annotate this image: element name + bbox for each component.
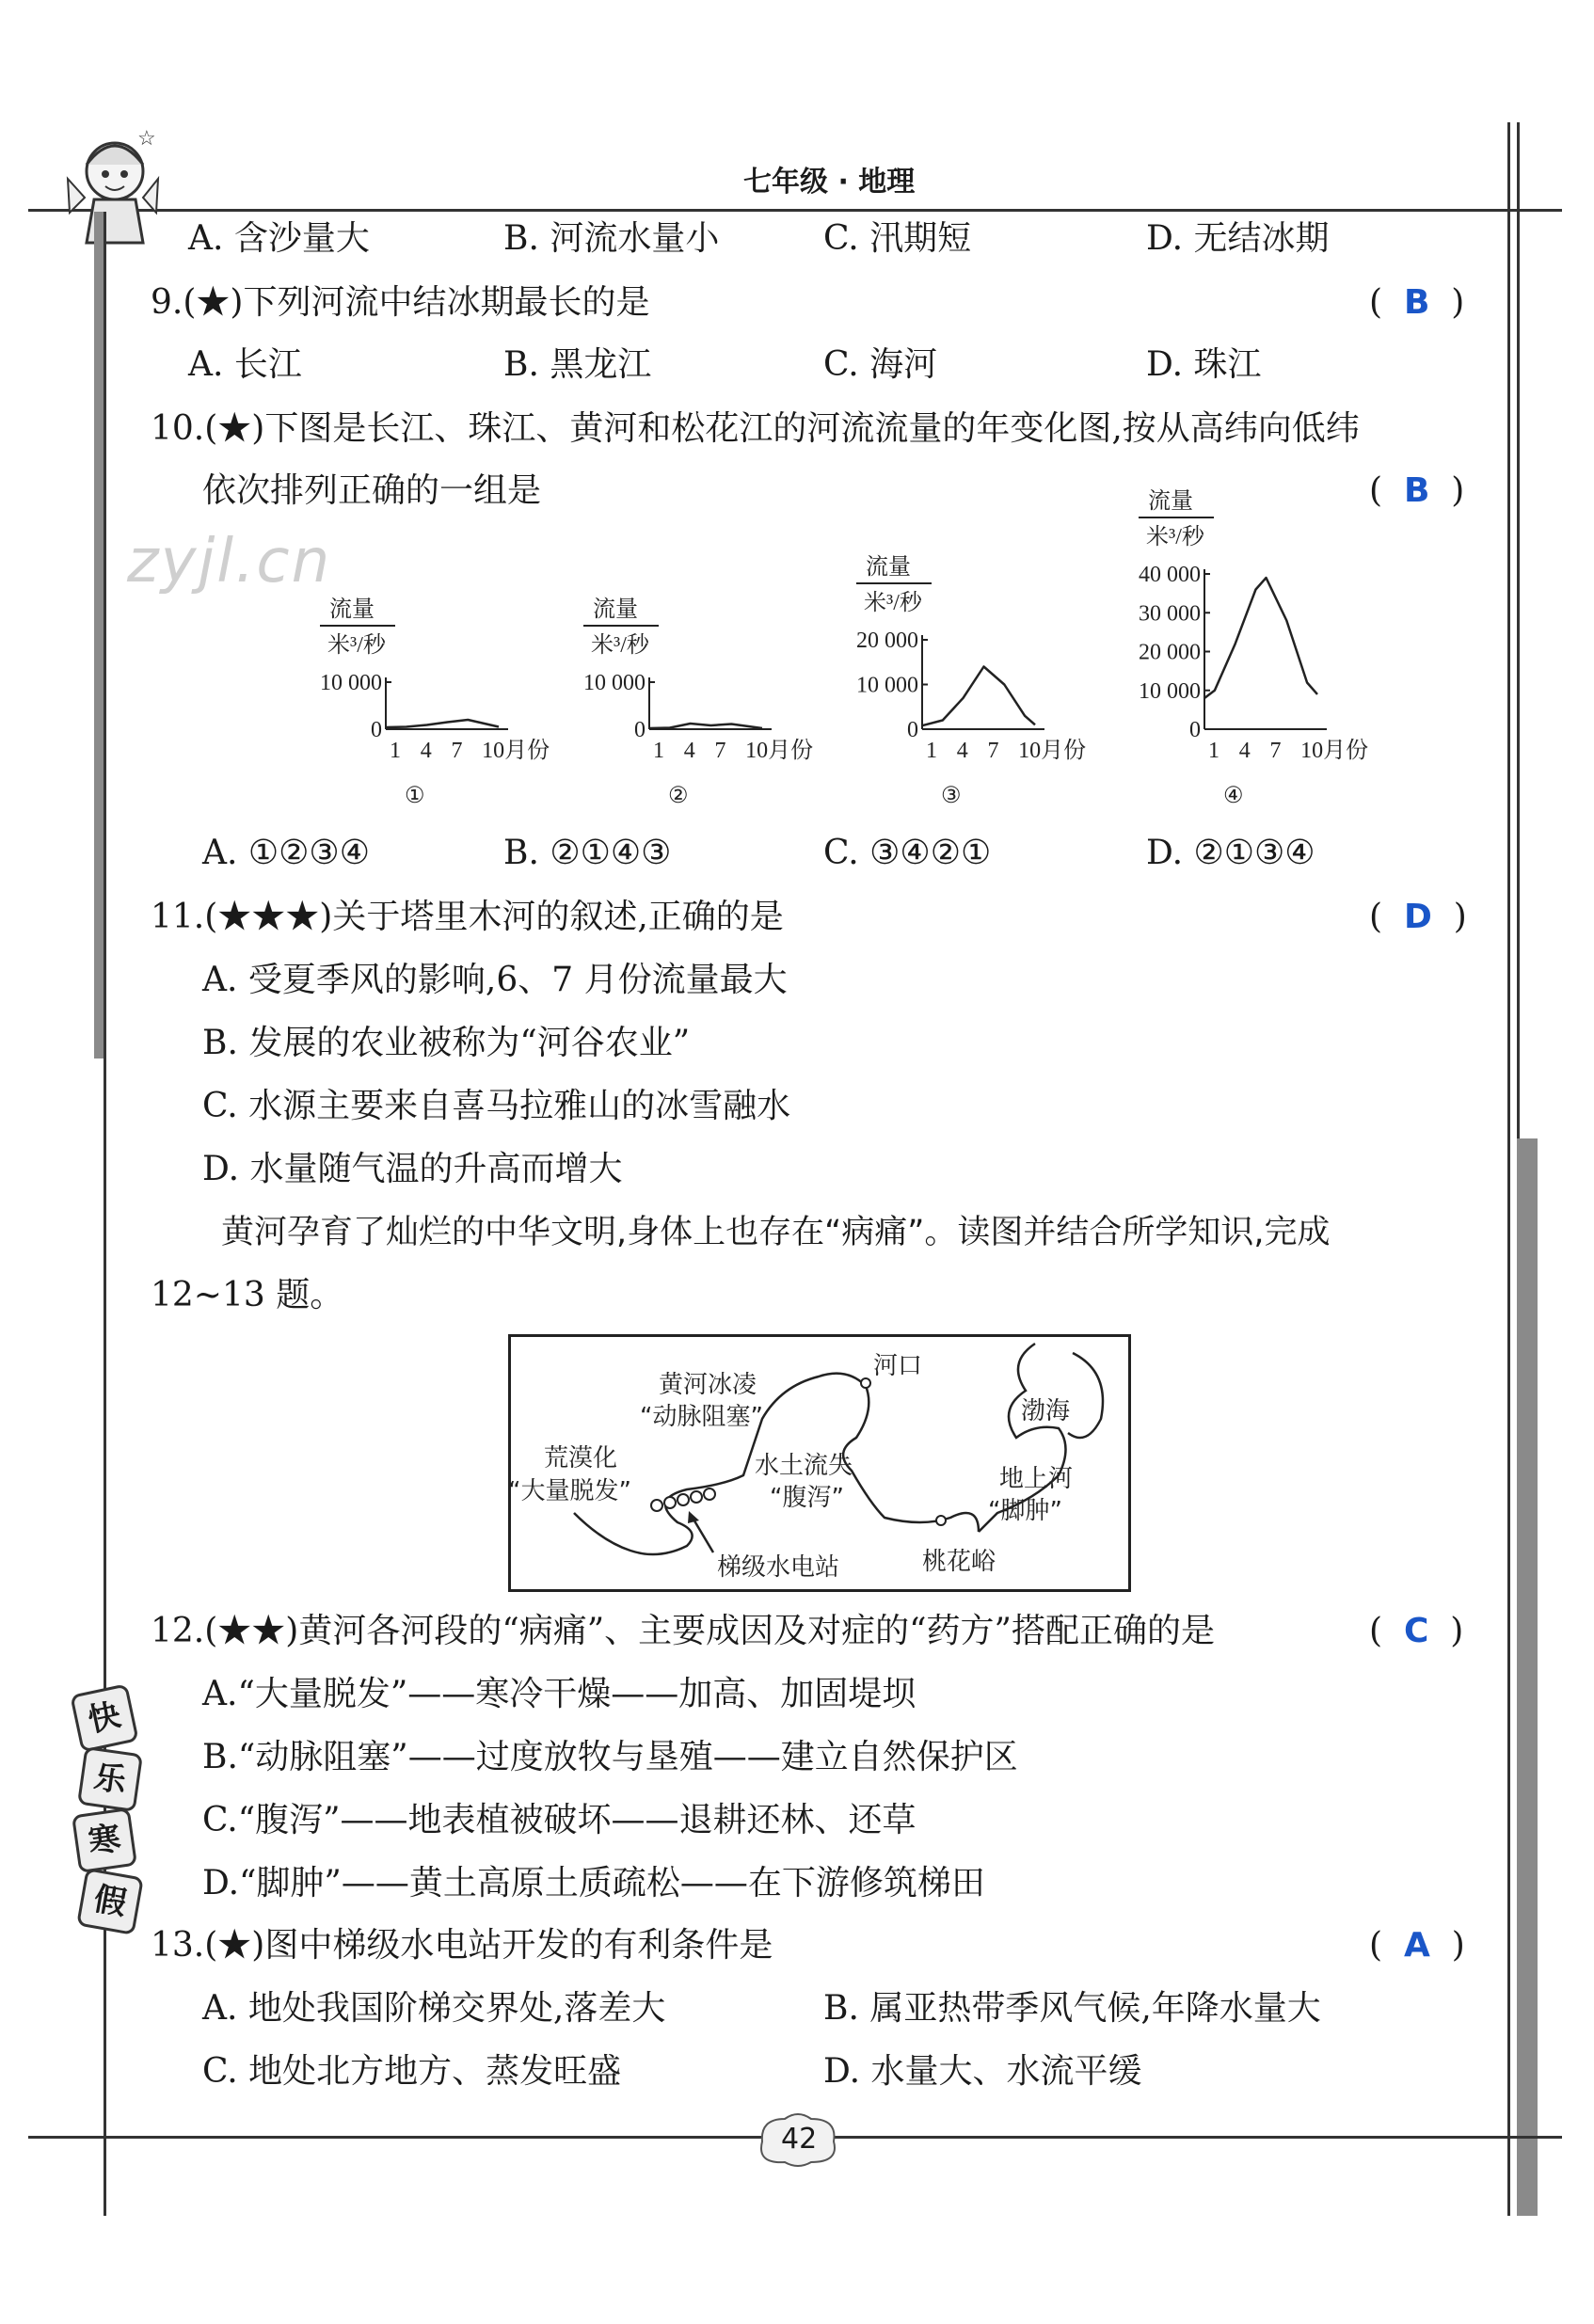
chart-y-tick-label: 40 000 bbox=[1139, 563, 1201, 587]
q13-answer: A bbox=[1403, 1926, 1430, 1965]
label-hydro: 梯级水电站 bbox=[717, 1553, 840, 1582]
q10-option-a: A. ①②③④ bbox=[202, 834, 370, 872]
side-char-3: 寒 bbox=[72, 1807, 137, 1873]
chart-series-line bbox=[922, 667, 1035, 726]
q8-option-c: C. 汛期短 bbox=[823, 219, 972, 258]
q11-answer-bracket: ( D ) bbox=[1369, 898, 1467, 936]
q10-option-c: C. ③④②① bbox=[823, 834, 992, 872]
label-above-1: 地上河 bbox=[999, 1465, 1074, 1493]
chart-title: 流量 bbox=[593, 597, 638, 622]
header-title: 七年级 · 地理 bbox=[743, 166, 916, 199]
q11-option-b: B. 发展的农业被称为“河谷农业” bbox=[202, 1024, 691, 1062]
q10-answer: B bbox=[1403, 471, 1430, 510]
chart-index-label: ① bbox=[405, 784, 425, 808]
label-hekou: 河口 bbox=[873, 1352, 923, 1380]
flow-chart-3 bbox=[856, 554, 1086, 808]
chart-x-tick-label: 7 bbox=[714, 739, 726, 763]
chart-title: 流量 bbox=[329, 597, 375, 622]
chart-x-tick-label: 4 bbox=[1238, 739, 1251, 763]
right-margin-line bbox=[1507, 122, 1510, 2216]
chart-x-tick-label: 10月份 bbox=[1300, 739, 1369, 763]
q11-option-d: D. 水量随气温的升高而增大 bbox=[202, 1150, 623, 1188]
q10-option-b: B. ②①④③ bbox=[503, 834, 672, 872]
q10-option-d: D. ②①③④ bbox=[1146, 834, 1315, 872]
q13-option-c: C. 地处北方地方、蒸发旺盛 bbox=[202, 2052, 622, 2091]
q13-stem: 13.(★)图中梯级水电站开发的有利条件是 bbox=[151, 1926, 773, 1965]
page-number: 42 bbox=[781, 2123, 818, 2156]
chart-y-tick-label: 10 000 bbox=[320, 671, 382, 695]
hekou-point bbox=[861, 1378, 870, 1388]
chart-x-tick-label: 7 bbox=[451, 739, 463, 763]
chart-y-tick-label: 10 000 bbox=[856, 673, 918, 698]
chart-x-tick-label: 1 bbox=[390, 739, 401, 763]
q11-stem: 11.(★★★)关于塔里木河的叙述,正确的是 bbox=[151, 898, 784, 936]
chart-x-tick-label: 4 bbox=[956, 739, 968, 763]
chart-x-tick-label: 7 bbox=[1269, 739, 1282, 763]
q10-stem-line1: 10.(★)下图是长江、珠江、黄河和松花江的河流流量的年变化图,按从高纬向低纬 bbox=[151, 409, 1360, 448]
chart-series-line bbox=[1204, 578, 1317, 698]
chart-series-line bbox=[649, 724, 762, 728]
chart-x-tick-label: 10月份 bbox=[482, 739, 550, 763]
q10-answer-bracket: ( B ) bbox=[1369, 471, 1465, 510]
taohuayu-point bbox=[936, 1516, 946, 1525]
label-soil-2: “腹泻” bbox=[770, 1484, 844, 1512]
right-margin-bar bbox=[1517, 1138, 1538, 2216]
q9-stem: 9.(★)下列河流中结冰期最长的是 bbox=[151, 283, 650, 322]
label-soil-1: 水土流失 bbox=[755, 1452, 853, 1480]
label-desert-1: 荒漠化 bbox=[544, 1444, 618, 1472]
flow-chart-2 bbox=[583, 597, 813, 808]
q11-option-a: A. 受夏季风的影响,6、7 月份流量最大 bbox=[202, 961, 788, 999]
q12-option-c: C.“腹泻”——地表植被破坏——退耕还林、还草 bbox=[202, 1801, 917, 1839]
side-char-2: 乐 bbox=[77, 1746, 143, 1812]
label-above-2: “脚肿” bbox=[988, 1497, 1062, 1525]
chart-x-tick-label: 4 bbox=[420, 739, 432, 763]
q13-option-b: B. 属亚热带季风气候,年降水量大 bbox=[823, 1989, 1321, 2028]
label-bohai: 渤海 bbox=[1021, 1397, 1071, 1425]
chart-y-tick-label: 10 000 bbox=[1139, 678, 1201, 704]
side-char-4: 假 bbox=[76, 1868, 144, 1935]
chart-x-tick-label: 1 bbox=[653, 739, 664, 763]
chart-y-tick-label: 30 000 bbox=[1139, 601, 1201, 627]
q12-answer-bracket: ( C ) bbox=[1369, 1612, 1464, 1650]
chart-index-label: ③ bbox=[941, 784, 962, 808]
chart-y-tick-label: 10 000 bbox=[583, 671, 646, 695]
chart-y-tick-label: 20 000 bbox=[856, 629, 918, 653]
chart-x-tick-label: 10月份 bbox=[745, 739, 814, 763]
chart-y-tick-label: 20 000 bbox=[1139, 640, 1201, 665]
side-char-1: 快 bbox=[70, 1683, 139, 1753]
q8-option-d: D. 无结冰期 bbox=[1146, 219, 1330, 258]
q12-stem: 12.(★★)黄河各河段的“病痛”、主要成因及对症的“药方”搭配正确的是 bbox=[151, 1612, 1215, 1650]
label-ice-2: “动脉阻塞” bbox=[640, 1403, 763, 1431]
q8-option-a: A. 含沙量大 bbox=[188, 219, 370, 258]
svg-text:☆: ☆ bbox=[137, 127, 156, 151]
chart-x-tick-label: 1 bbox=[926, 739, 937, 763]
q9-option-a: A. 长江 bbox=[188, 345, 302, 384]
q12-option-b: B.“动脉阻塞”——过度放牧与垦殖——建立自然保护区 bbox=[202, 1738, 1018, 1776]
q11-option-c: C. 水源主要来自喜马拉雅山的冰雪融水 bbox=[202, 1087, 791, 1125]
left-margin-bar bbox=[94, 212, 104, 1059]
chart-y-unit: 米³/秒 bbox=[327, 633, 386, 658]
q11-answer: D bbox=[1403, 898, 1432, 936]
chart-x-tick-label: 10月份 bbox=[1018, 739, 1087, 763]
q13-option-a: A. 地处我国阶梯交界处,落差大 bbox=[202, 1989, 666, 2028]
chart-title: 流量 bbox=[866, 555, 911, 580]
chart-index-label: ④ bbox=[1223, 784, 1244, 808]
passage-line1: 黄河孕育了灿烂的中华文明,身体上也存在“病痛”。读图并结合所学知识,完成 bbox=[221, 1214, 1331, 1251]
q9-option-d: D. 珠江 bbox=[1146, 345, 1262, 384]
q12-option-a: A.“大量脱发”——寒冷干燥——加高、加固堤坝 bbox=[202, 1675, 917, 1713]
watermark: zyjl.cn bbox=[127, 527, 332, 597]
chart-y-tick-label: 0 bbox=[634, 718, 646, 742]
label-taohuayu: 桃花峪 bbox=[922, 1548, 996, 1576]
q9-answer: B bbox=[1403, 283, 1430, 322]
chart-x-tick-label: 4 bbox=[683, 739, 695, 763]
chart-x-tick-label: 7 bbox=[987, 739, 999, 763]
fairy-mascot-icon bbox=[56, 122, 169, 254]
chart-y-unit: 米³/秒 bbox=[864, 591, 922, 615]
label-ice-1: 黄河冰凌 bbox=[659, 1371, 757, 1399]
chart-y-tick-label: 0 bbox=[907, 718, 918, 742]
chart-y-tick-label: 0 bbox=[371, 718, 382, 742]
chart-y-unit: 米³/秒 bbox=[1146, 525, 1204, 549]
flow-chart-1 bbox=[320, 597, 550, 808]
chart-index-label: ② bbox=[668, 784, 689, 808]
q12-option-d: D.“脚肿”——黄土高原土质疏松——在下游修筑梯田 bbox=[202, 1864, 985, 1902]
passage-line2: 12~13 题。 bbox=[151, 1276, 344, 1314]
q13-option-d: D. 水量大、水流平缓 bbox=[823, 2052, 1142, 2091]
q13-answer-bracket: ( A ) bbox=[1369, 1926, 1465, 1965]
chart-y-tick-label: 0 bbox=[1189, 718, 1201, 742]
q10-stem-line2: 依次排列正确的一组是 bbox=[202, 471, 542, 510]
q10-flow-charts bbox=[282, 489, 1411, 819]
q9-option-c: C. 海河 bbox=[823, 345, 938, 384]
q9-answer-bracket: ( B ) bbox=[1369, 283, 1465, 322]
q9-option-b: B. 黑龙江 bbox=[503, 345, 652, 384]
label-desert-2: “大量脱发” bbox=[508, 1477, 631, 1505]
chart-series-line bbox=[386, 720, 499, 727]
chart-title: 流量 bbox=[1148, 489, 1193, 514]
chart-x-tick-label: 1 bbox=[1208, 739, 1219, 763]
q12-answer: C bbox=[1403, 1612, 1429, 1650]
header-rule bbox=[28, 209, 1562, 212]
chart-y-unit: 米³/秒 bbox=[591, 633, 649, 658]
q8-option-b: B. 河流水量小 bbox=[503, 219, 720, 258]
flow-chart-4 bbox=[1139, 488, 1368, 808]
yellow-river-map bbox=[508, 1334, 1131, 1592]
